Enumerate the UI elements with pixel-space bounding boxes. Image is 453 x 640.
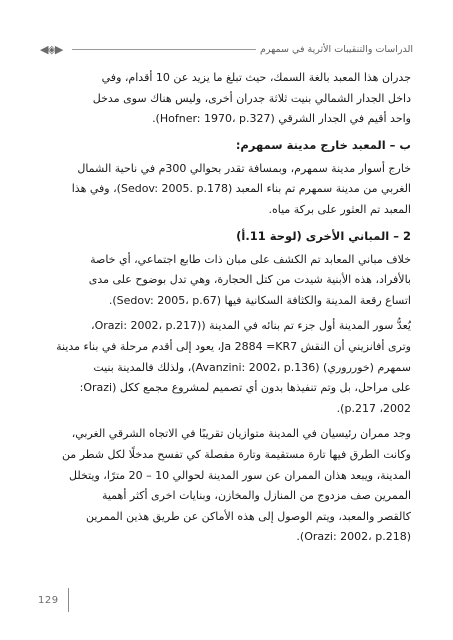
text-line: الغربي من مدينة سمهرم تم بناء المعبد (Sedov: 2005. p.178)، وفي هذا [71,182,411,196]
header-rule [72,49,256,50]
text-line: وكانت الطرق فيها تارة مستقيمة وتارة مفصلة كي تفسح مدخلًا لكل شطر من [61,447,411,461]
running-header [40,40,413,58]
paragraph-social-buildings [38,250,411,312]
page-body [38,68,411,548]
header-title: الدراسات والتنقيبات الأثرية في سمهرم [260,43,413,55]
text-line: واحد أقيم في الجدار الشرقي (Hofner: 1970، p.327). [152,112,411,126]
text-line: يُعدُّ سور المدينة أول جزء تم بنائه في المدينة ((Orazi: 2002، p.217، [91,319,411,333]
text-line: سمهرم (خورروري) (Avanzini: 2002، p.136)، ولذلك فالمدينة بنيت [93,360,411,374]
text-line: بالأفراد، هذه الأبنية شيدت من كتل الحجارة، وهي تدل بوضوح على مدى [88,273,411,287]
text-line: (Orazi: 2002، p.218). [296,530,411,544]
text-line: خلاف مباني المعابد تم الكشف على مبان ذات طابع اجتماعي، أي خاصة [90,252,411,266]
page-footer [38,588,69,612]
footer-rule [68,588,69,612]
page-number: 129 [38,594,59,606]
header-ornament-icon: ◀◈▶ [40,42,63,56]
section-heading-other-buildings: 2 – المباني الأخرى (لوحة 11.أ) [236,228,411,243]
text-line: المدينة، ويبعد هذان الممران عن سور المدينة لحوالي 10 – 20 مترًا، ويتخلل [69,468,411,482]
text-line: داخل الجدار الشمالي بنيت ثلاثة جدران أخرى، وليس هناك سوى مدخل [92,91,411,105]
text-line: وترى أفانزيني أن النقش Ja 2884 =KR7، يعود إلى أقدم مرحلة في بناء مدينة [56,339,411,353]
text-line: جدران هذا المعبد بالغة السمك، حيث تبلغ ما يزيد عن 10 أقدام، وفي [101,71,411,84]
paragraph-city-wall [38,316,411,419]
paragraph-temple-outside [38,159,411,221]
text-line: 2002، p.217). [336,401,411,415]
paragraph-temple-walls [38,68,411,130]
paragraph-main-passages [38,424,411,548]
text-line: على مراحل، بل وتم تنفيذها بدون أي تصميم لمشروع مجمع ككل (Orazi: [79,381,411,395]
text-line: الممرين صف مزدوج من المنازل والمخازن، وبنايات اخرى أكثر أهمية [101,489,411,503]
text-line: وجد ممران رئيسيان في المدينة متوازيان تقريبًا في الاتجاه الشرقي الغربي، [71,427,411,441]
text-line: المعبد تم العثور على بركة مياه. [268,202,411,216]
section-heading-temple-outside: ب – المعبد خارج مدينة سمهرم: [235,137,411,152]
text-line: خارج أسوار مدينة سمهرم، وبمسافة تقدر بحوالي 300م في ناحية الشمال [77,161,411,175]
text-line: اتساع رقعة المدينة والكثافة السكانية فيها (Sedov: 2005، p.67). [108,293,411,307]
text-line: كالقصر والمعبد، ويتم الوصول إلى هذه الأماكن عن طريق هذين الممرين [86,509,411,523]
